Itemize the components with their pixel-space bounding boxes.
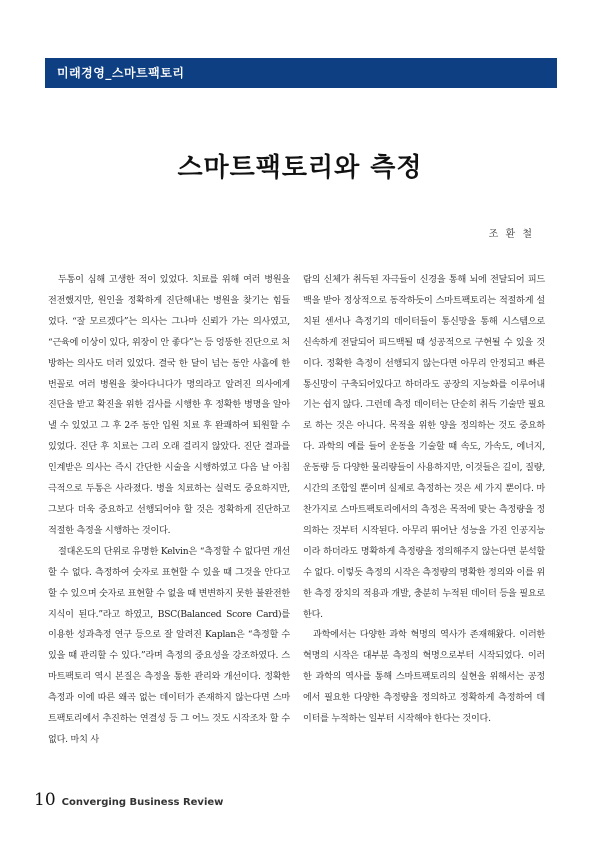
page-footer bbox=[34, 790, 223, 810]
page-number: 10 bbox=[34, 790, 56, 810]
paragraph: 절대온도의 단위로 유명한 Kelvin은 “측정할 수 없다면 개선할 수 없다. 측정하여 숫자로 표현할 수 있을 때 그것을 안다고 할 수 있으며 숫자로 표현할 수 없을 때 변변하지 못한 불완전한 지식이 된다.”라고 하였고, BSC(Balanced Score Card)를 이용한 성과측정 연구 등으로 잘 알려진 Kaplan은 “측정할 수 있을 때 관리할 수 있다.”라며 측정의 중요성을 강조하였다. 스마트팩토리 역시 본질은 측정을 통한 관리와 개선이다. 정확한 측정과 이에 따른 왜곡 없는 데이터가 존재하지 않는다면 스마트팩토리에서 추진하는 연결성 등 그 어느 것도 시작조차 할 수 없다. 마치 사 bbox=[48, 546, 290, 745]
paragraph: 과학에서는 다양한 과학 혁명의 역사가 존재해왔다. 이러한 혁명의 시작은 대부분 측정의 혁명으로부터 시작되었다. 이러한 과학의 역사를 통해 스마트팩토리의 실현을 위해서는 공정에서 필요한 다양한 측정량을 정의하고 정확하게 측정하여 데이터를 누적하는 일부터 시작해야 한다는 것이다. bbox=[303, 630, 545, 725]
section-header-band bbox=[45, 58, 557, 88]
article-title: 스마트팩토리와 측정 bbox=[177, 153, 423, 183]
journal-name: Converging Business Review bbox=[61, 797, 224, 808]
section-label: 미래경영_스마트팩토리 bbox=[57, 66, 185, 80]
paragraph: 람의 신체가 취득된 자극들이 신경을 통해 뇌에 전달되어 피드백을 받아 정상적으로 동작하듯이 스마트팩토리는 적절하게 설치된 센서나 측정기의 데이터들이 통신망을 통해 시스템으로 신속하게 전달되어 피드백될 때 성공적으로 구현될 수 있을 것이다. 정확한 측정이 선행되지 않는다면 아무리 안정되고 빠른 통신망이 구축되어있다고 하더라도 공장의 지능화를 이루어내기는 쉽지 않다. 그런데 측정 데이터는 단순히 취득 기술만 필요로 하는 것은 아니다. 목적을 위한 양을 정의하는 것도 중요하다. 과학의 예를 들어 운동을 기술할 때 속도, 가속도, 에너지, 운동량 등 다양한 물리량들이 사용하지만, 이것들은 길이, 질량, 시간의 조합일 뿐이며 실제로 측정하는 것은 세 가지 뿐이다. 마찬가지로 스마트팩토리에서의 측정은 목적에 맞는 측정량을 정의하는 것부터 시작된다. 아무리 뛰어난 성능을 가진 인공지능이라 하더라도 명확하게 측정량을 정의해주지 않는다면 분석할 수 없다. 이렇듯 측정의 시작은 측정량의 명확한 정의와 이를 위한 측정 장치의 적용과 개발, 충분히 누적된 데이터 등을 필요로 한다. bbox=[303, 275, 545, 620]
right-column bbox=[303, 270, 545, 730]
left-column bbox=[48, 270, 290, 751]
paragraph: 두통이 심해 고생한 적이 있었다. 치료를 위해 여러 병원을 전전했지만, 원인을 정확하게 진단해내는 병원을 찾기는 힘들었다. “잘 모르겠다”는 의사는 그나마 신뢰가 가는 의사였고, “근육에 이상이 있다, 위장이 안 좋다”는 등 엉뚱한 진단으로 처방하는 의사도 더러 있었다. 결국 한 달이 넘는 동안 사흘에 한 번꼴로 여러 병원을 찾아다니다가 명의라고 알려진 의사에게 진단을 받고 확진을 위한 검사를 시행한 후 정확한 병명을 알아낼 수 있었고 그 후 2주 동안 입원 치료 후 완쾌하여 퇴원할 수 있었다. 진단 후 치료는 그리 오래 걸리지 않았다. 진단 결과를 인계받은 의사는 즉시 간단한 시술을 시행하였고 다음 날 아침 극적으로 두통은 사라졌다. 병을 치료하는 실력도 중요하지만, 그보다 더욱 중요하고 선행되어야 할 것은 정확하게 진단하고 적절한 측정을 시행하는 것이다. bbox=[48, 275, 290, 536]
article-author: 조 환 철 bbox=[488, 229, 534, 240]
